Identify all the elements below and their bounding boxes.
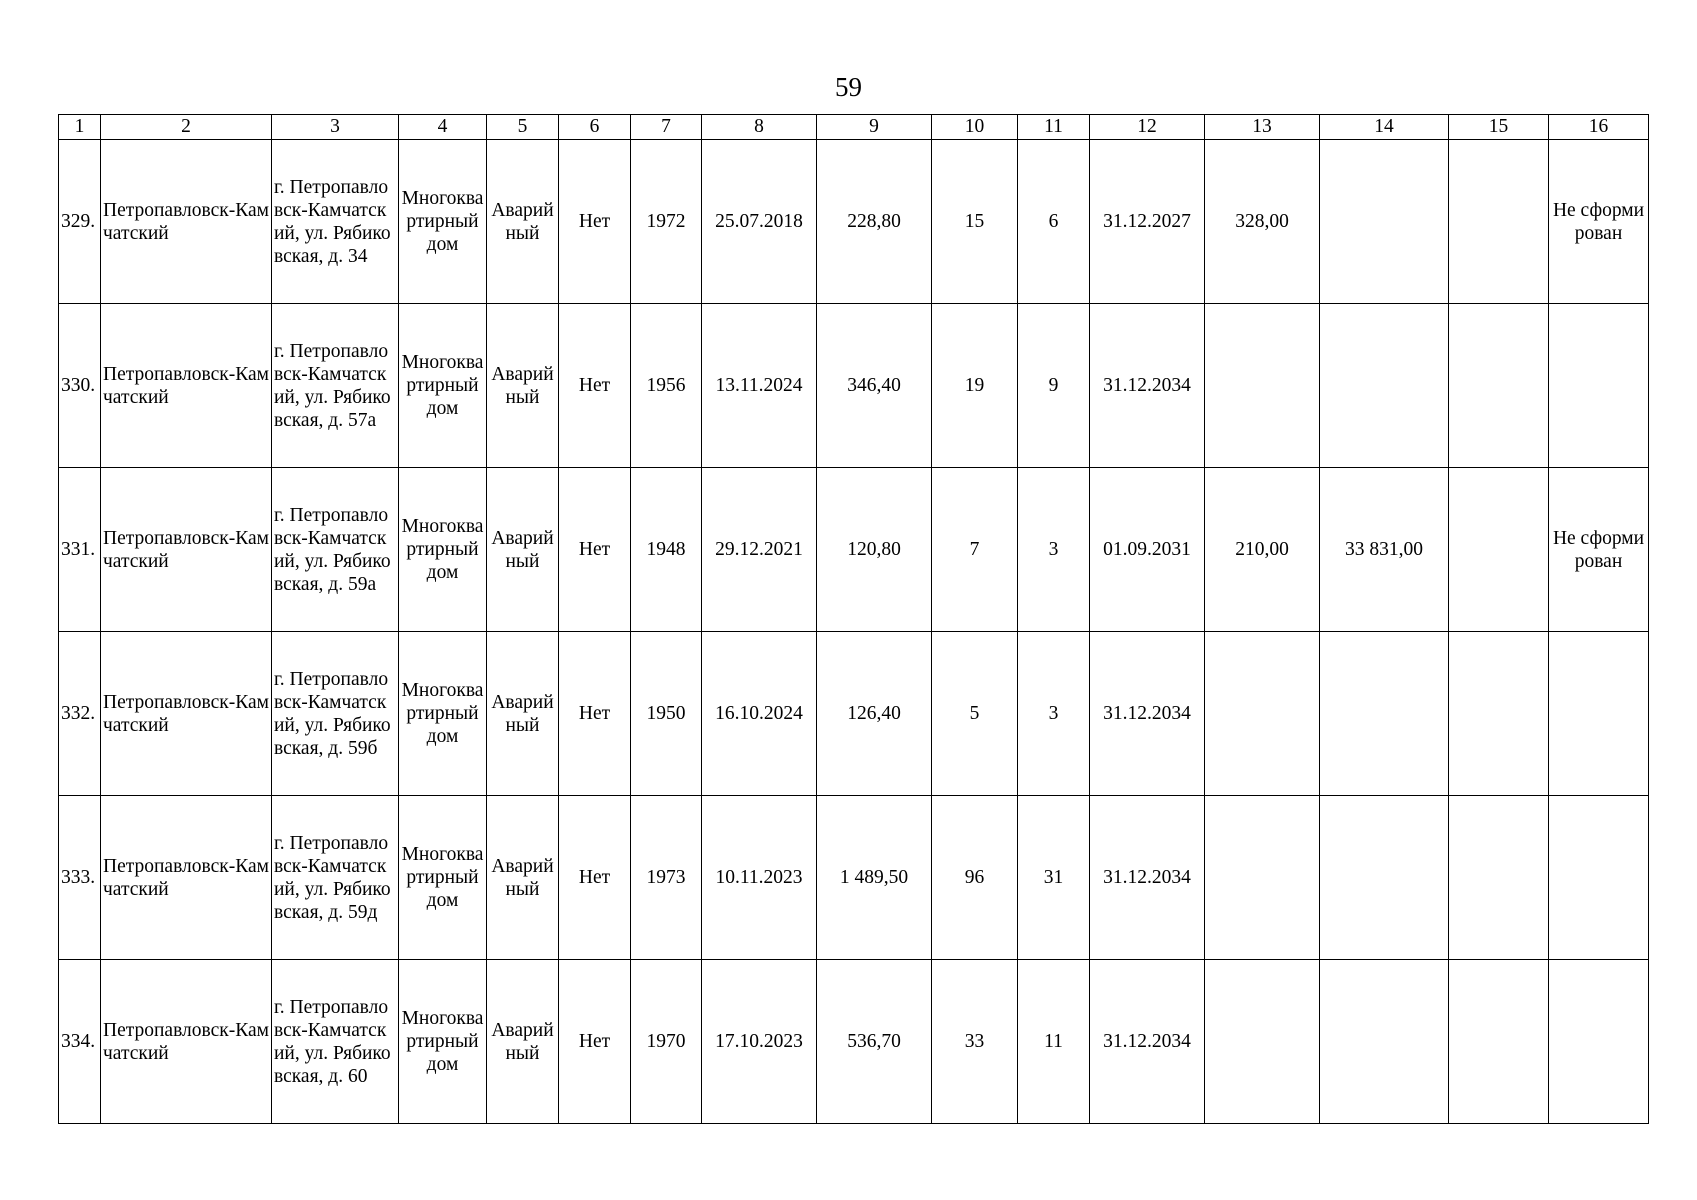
column-15-cell: [1449, 304, 1549, 468]
column-header-13: 13: [1205, 115, 1320, 140]
status-cell: [1549, 304, 1649, 468]
column-6-cell: Нет: [559, 796, 631, 960]
year-cell: 1948: [631, 468, 702, 632]
column-11-cell: 3: [1018, 468, 1090, 632]
column-6-cell: Нет: [559, 468, 631, 632]
column-6-cell: Нет: [559, 960, 631, 1124]
column-header-14: 14: [1320, 115, 1449, 140]
date-cell: 17.10.2023: [702, 960, 817, 1124]
table-row: [59, 304, 1649, 468]
column-header-1: 1: [59, 115, 101, 140]
table-body: [59, 140, 1649, 1124]
year-cell: 1950: [631, 632, 702, 796]
column-13-cell: 328,00: [1205, 140, 1320, 304]
address-cell: г. Петропавловск-Камчатский, ул. Рябиковская, д. 59а: [272, 468, 399, 632]
column-14-cell: [1320, 796, 1449, 960]
column-header-12: 12: [1090, 115, 1205, 140]
deadline-cell: 31.12.2034: [1090, 960, 1205, 1124]
year-cell: 1972: [631, 140, 702, 304]
status-cell: Не сформирован: [1549, 468, 1649, 632]
condition-cell: Аварийный: [487, 796, 559, 960]
table-row: [59, 796, 1649, 960]
column-header-4: 4: [399, 115, 487, 140]
condition-cell: Аварийный: [487, 632, 559, 796]
address-cell: г. Петропавловск-Камчатский, ул. Рябиковская, д. 34: [272, 140, 399, 304]
condition-cell: Аварийный: [487, 960, 559, 1124]
column-11-cell: 11: [1018, 960, 1090, 1124]
column-header-15: 15: [1449, 115, 1549, 140]
area-cell: 346,40: [817, 304, 932, 468]
area-cell: 1 489,50: [817, 796, 932, 960]
condition-cell: Аварийный: [487, 468, 559, 632]
row-number: 329.: [59, 140, 101, 304]
date-cell: 16.10.2024: [702, 632, 817, 796]
deadline-cell: 31.12.2034: [1090, 632, 1205, 796]
building-type-cell: Многоквартирный дом: [399, 304, 487, 468]
building-type-cell: Многоквартирный дом: [399, 468, 487, 632]
address-cell: г. Петропавловск-Камчатский, ул. Рябиковская, д. 60: [272, 960, 399, 1124]
area-cell: 228,80: [817, 140, 932, 304]
column-header-8: 8: [702, 115, 817, 140]
deadline-cell: 31.12.2034: [1090, 796, 1205, 960]
row-number: 331.: [59, 468, 101, 632]
column-10-cell: 15: [932, 140, 1018, 304]
column-14-cell: 33 831,00: [1320, 468, 1449, 632]
column-header-7: 7: [631, 115, 702, 140]
column-14-cell: [1320, 304, 1449, 468]
column-13-cell: [1205, 304, 1320, 468]
column-13-cell: [1205, 796, 1320, 960]
column-header-9: 9: [817, 115, 932, 140]
column-11-cell: 31: [1018, 796, 1090, 960]
column-13-cell: [1205, 960, 1320, 1124]
status-cell: [1549, 632, 1649, 796]
column-14-cell: [1320, 632, 1449, 796]
building-type-cell: Многоквартирный дом: [399, 796, 487, 960]
building-type-cell: Многоквартирный дом: [399, 140, 487, 304]
column-6-cell: Нет: [559, 304, 631, 468]
row-number: 330.: [59, 304, 101, 468]
table-header: [59, 115, 1649, 140]
row-number: 332.: [59, 632, 101, 796]
column-10-cell: 96: [932, 796, 1018, 960]
status-cell: [1549, 960, 1649, 1124]
status-cell: [1549, 796, 1649, 960]
date-cell: 29.12.2021: [702, 468, 817, 632]
column-header-11: 11: [1018, 115, 1090, 140]
column-10-cell: 5: [932, 632, 1018, 796]
building-type-cell: Многоквартирный дом: [399, 960, 487, 1124]
building-type-cell: Многоквартирный дом: [399, 632, 487, 796]
column-header-16: 16: [1549, 115, 1649, 140]
column-15-cell: [1449, 632, 1549, 796]
year-cell: 1970: [631, 960, 702, 1124]
status-cell: Не сформирован: [1549, 140, 1649, 304]
date-cell: 13.11.2024: [702, 304, 817, 468]
column-14-cell: [1320, 140, 1449, 304]
address-cell: г. Петропавловск-Камчатский, ул. Рябиковская, д. 59б: [272, 632, 399, 796]
date-cell: 10.11.2023: [702, 796, 817, 960]
column-header-2: 2: [101, 115, 272, 140]
page-number: 59: [835, 72, 862, 102]
table-row: [59, 960, 1649, 1124]
condition-cell: Аварийный: [487, 304, 559, 468]
date-cell: 25.07.2018: [702, 140, 817, 304]
municipality-cell: Петропавловск-Камчатский: [101, 140, 272, 304]
deadline-cell: 01.09.2031: [1090, 468, 1205, 632]
column-15-cell: [1449, 796, 1549, 960]
municipality-cell: Петропавловск-Камчатский: [101, 796, 272, 960]
deadline-cell: 31.12.2027: [1090, 140, 1205, 304]
column-number-row: [59, 115, 1649, 140]
table-row: [59, 632, 1649, 796]
row-number: 334.: [59, 960, 101, 1124]
column-13-cell: 210,00: [1205, 468, 1320, 632]
housing-register-table: [58, 114, 1649, 1124]
municipality-cell: Петропавловск-Камчатский: [101, 960, 272, 1124]
column-10-cell: 33: [932, 960, 1018, 1124]
column-15-cell: [1449, 960, 1549, 1124]
year-cell: 1973: [631, 796, 702, 960]
column-6-cell: Нет: [559, 140, 631, 304]
column-15-cell: [1449, 468, 1549, 632]
column-11-cell: 6: [1018, 140, 1090, 304]
table-row: [59, 468, 1649, 632]
column-10-cell: 19: [932, 304, 1018, 468]
deadline-cell: 31.12.2034: [1090, 304, 1205, 468]
column-11-cell: 3: [1018, 632, 1090, 796]
year-cell: 1956: [631, 304, 702, 468]
address-cell: г. Петропавловск-Камчатский, ул. Рябиковская, д. 57а: [272, 304, 399, 468]
column-header-10: 10: [932, 115, 1018, 140]
municipality-cell: Петропавловск-Камчатский: [101, 632, 272, 796]
column-header-5: 5: [487, 115, 559, 140]
address-cell: г. Петропавловск-Камчатский, ул. Рябиковская, д. 59д: [272, 796, 399, 960]
municipality-cell: Петропавловск-Камчатский: [101, 304, 272, 468]
table-row: [59, 140, 1649, 304]
area-cell: 126,40: [817, 632, 932, 796]
column-header-3: 3: [272, 115, 399, 140]
area-cell: 536,70: [817, 960, 932, 1124]
column-14-cell: [1320, 960, 1449, 1124]
column-13-cell: [1205, 632, 1320, 796]
row-number: 333.: [59, 796, 101, 960]
column-6-cell: Нет: [559, 632, 631, 796]
column-11-cell: 9: [1018, 304, 1090, 468]
area-cell: 120,80: [817, 468, 932, 632]
condition-cell: Аварийный: [487, 140, 559, 304]
column-15-cell: [1449, 140, 1549, 304]
column-10-cell: 7: [932, 468, 1018, 632]
column-header-6: 6: [559, 115, 631, 140]
municipality-cell: Петропавловск-Камчатский: [101, 468, 272, 632]
